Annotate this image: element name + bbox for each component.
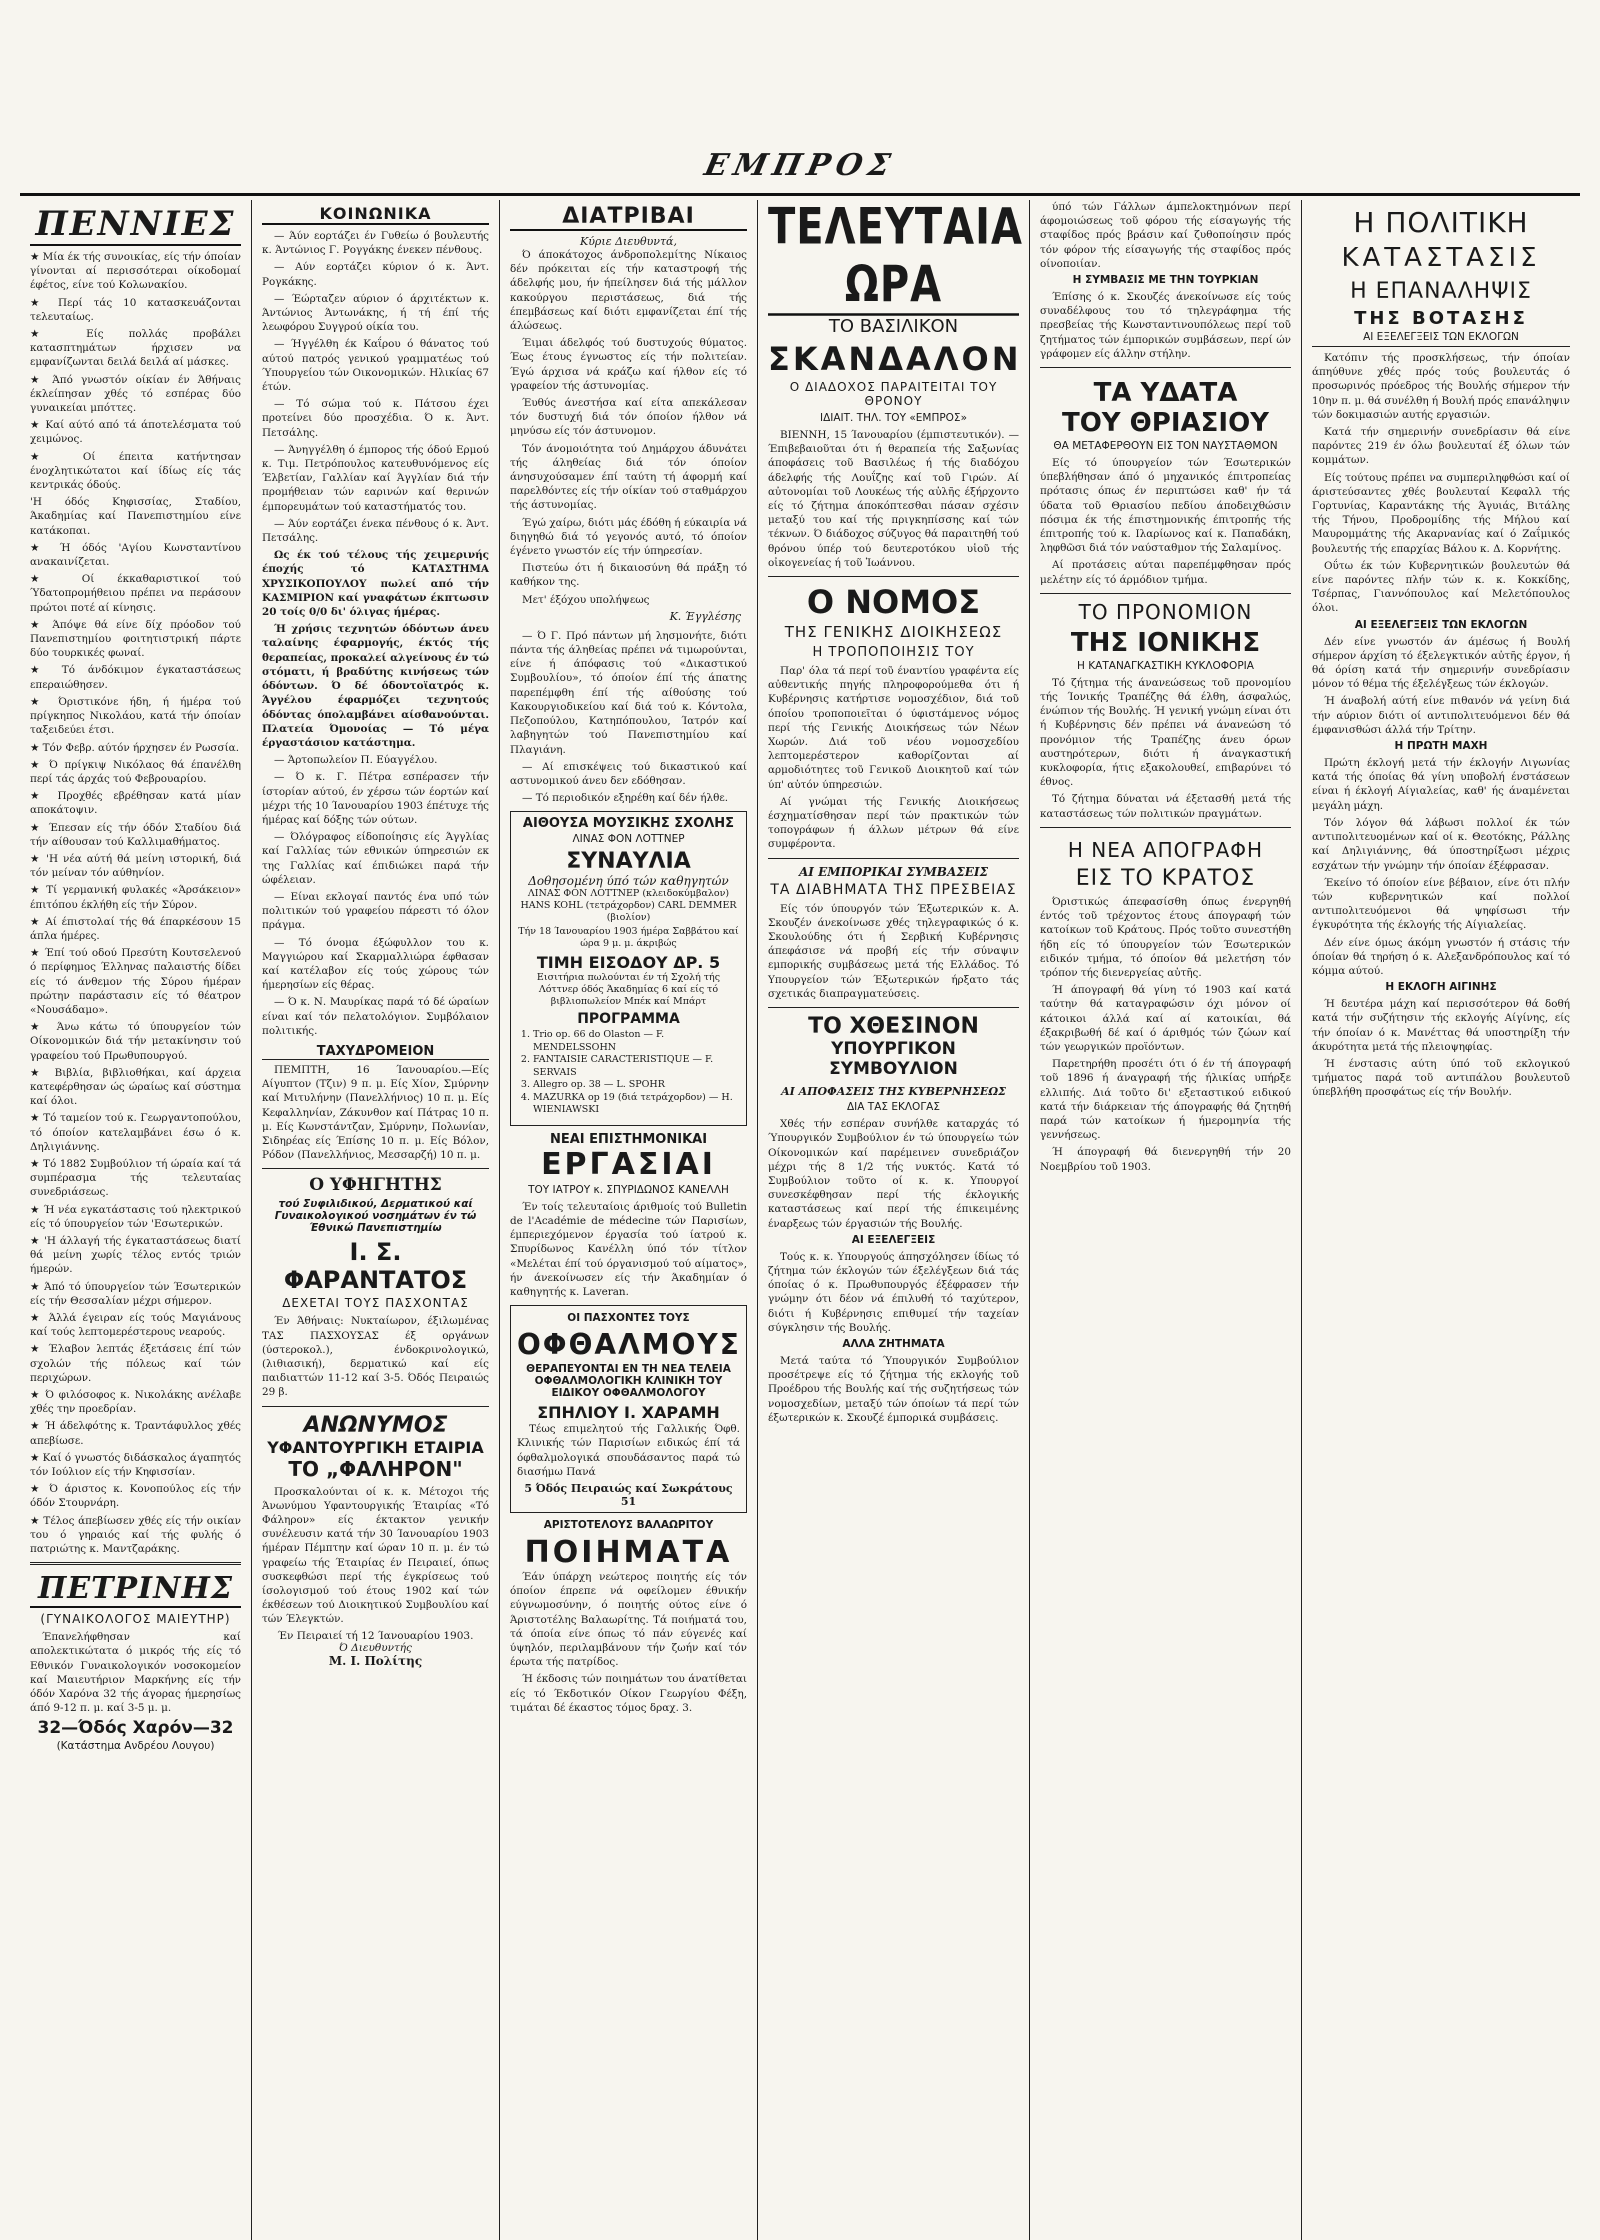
paragraph: ★ Ό πρίγκιψ Νικόλαος θά έπανέλθη περί τάς άρχάς τού Φεβρουαρίου. [30, 758, 241, 785]
column-5 [1030, 200, 1302, 2240]
paragraph: ★ Τό άνδόκιμον έγκαταστάσεως επεραιώθησεν. [30, 664, 241, 691]
paragraph: ★ 'Η άλλαγή τής έγκαταστάσεως διατί θά μείνη χωρίς τέλος εντός τριών ήμερών. [30, 1235, 241, 1276]
paragraph: ★ Άπό τό ύπουργείον τών Έσωτερικών είς τήν Θεσσαλίαν μέχρι σήμερον. [30, 1280, 241, 1307]
ophthalmos-sub: ΘΕΡΑΠΕΥΟΝΤΑΙ ΕΝ ΤΗ ΝΕΑ ΤΕΛΕΙΑ ΟΦΘΑΛΜΟΛΟΓΙΚΗ ΚΛΙΝΙΚΗ ΤΟΥ ΕΙΔΙΚΟΥ ΟΦΘΑΛΜΟΛΟΓΟΥ [526, 1363, 731, 1400]
pronomion-text: Τό ζήτημα τής άνανεώσεως τοῦ προνομίου τής Ίονικής Τραπέζης θά έλθη, άσφαλώς, ένώπιον τής Βουλής. Ή γενική γνώμη είναι ότι ή Κυβέρνησις δέν πρέπει νά άνανεώση τό προνόμιον τής Τραπέζης άνευ όρων αυστηρότερων, διότι ή άναγκαστική κυκλοφορία, ήτις εξακολουθεί, επιβαρύνει τό έθνος. [1040, 676, 1291, 789]
concert-price-sub: Εισιτήρια πωλούνται έν τή Σχολή τής Λόττνερ όδός Άκαδημίας 6 καί είς τό βιβλιοπωλείον Μπέκ καί Μπάρτ [536, 972, 721, 1008]
ophthalmos-box [510, 1305, 747, 1513]
politiki-p12: Ή ένστασις αύτη ύπό τοῦ εκλογικού τμήματος παρά τοῦ αντιπάλου βουλευτοῦ ύπεβλήθη προσφάτως είς τήν Βουλήν. [1312, 1057, 1570, 1099]
program-heading: ΠΡΟΓΡΑΜΜΑ [577, 1011, 680, 1028]
divider [262, 1406, 489, 1407]
paragraph: — Αί επισκέψεις τού δικαστικού καί αστυνομικού άνευ δεν εδόθησαν. [510, 760, 747, 787]
nomos-sub-2: Η ΤΡΟΠΟΠΟΙΗΣΙΣ ΤΟΥ [812, 645, 975, 661]
program-item: 1. Trio op. 66 do Olaston — F. MENDELSSOHN [533, 1029, 740, 1054]
xthesinon-sub-3: ΔΙΑ ΤΑΣ ΕΚΛΟΓΑΣ [846, 1101, 940, 1114]
program-item: 4. MAZURKA op 19 (διά τετράχορδον) — H. WIENIAWSKI [533, 1092, 740, 1117]
diatrivai-list [510, 248, 747, 607]
social-list-2 [262, 770, 489, 1038]
ergasiai-heading: ΕΡΓΑΣΙΑΙ [541, 1146, 716, 1182]
social-heading: ΚΟΙΝΩΝΙΚΑ [262, 204, 489, 225]
nomos-text: Παρ' όλα τά περί τοῦ έναντίου γραφέντα είς αὐθεντικής πηγής πληροφορούμεθα ότι ή Κυβέρνησις κατήρτισε νομοσχέδιον, διά τοῦ όποίου τροποποιεῖται ό ύφιστάμενος νόμος περί τής Γενικής Διοικήσεως τών Νέων Χωρών. Διά τοῦ νέου νομοσχεδίου λεπτομερέστερον καθορίζονται αί αρμοδιότητες τοῦ Γενικοῦ Διοικητοῦ καί τών ύπ' αὐτόν ύπηρεσιών. [768, 665, 1019, 791]
politiki-p11: Ή δευτέρα μάχη καί περισσότερον θά δοθή κατά τήν συζήτησιν τής εκλογής Αίγίνης, είς τήν όποίαν ό κ. Μανέττας θά υποστηρίξη τήν άκυρότητα μετά τής πλειοψηφίας. [1312, 998, 1570, 1053]
poiimata-pre: ΑΡΙΣΤΟΤΕΛΟΥΣ ΒΑΛΑΩΡΙΤΟΥ [543, 1519, 714, 1532]
paragraph: ★ Τέλος άπεβίωσεν χθές είς τήν οικίαν του ό γηραιός καί τής φυλής ό πατριώτης κ. Μαντζαράκης. [30, 1514, 241, 1556]
paragraph: ★ Ή όδός 'Αγίου Κωνσταντίνου ανακαινίζεται. [30, 541, 241, 569]
epanalipsis-heading: Η ΕΠΑΝΑΛΗΨΙΣ [1350, 279, 1532, 304]
petrinis-text: Έπανελήφθησαν καί απολεκτικώτατα ό μικρός τής είς τό Εθνικόν Γυναικολογικόν νοσοκομείον καί Μαιευτήριον Μαρκήνης είς τήν όδόν Χαρόνα 32 τής άγορας ήμερησίως άπό 9-12 π. μ. καί 3-5 μ. μ. [30, 1631, 241, 1715]
paragraph: ★ Περί τάς 10 κατασκευάζονται τελευταίως. [30, 296, 241, 323]
politiki-p8: Τόν λόγον θά λάβωσι πολλοί έκ τών αντιπολιτευομένων καί οί κ. Θεοτόκης, Ράλλης καί Δηλιγιάννης, θά ύποστηρίξωσι μέχρις εσχάτων τήν γνώμην τήν όποίαν έξέφρασαν. [1312, 816, 1570, 872]
politiki-sub-3: Η ΕΚΛΟΓΗ ΑΙΓΙΝΗΣ [1385, 981, 1497, 994]
paragraph: Ό άποκάτοχος άνδροπολεμίτης Νίκαιος δέν πρόκειται είς τήν καταστροφή τής άδελφής μου, ήν ήπείλησεν διά τής μάλλον κακούργου περιστάσεως, διά τής έπεμβάσεως καί διότι εμφανίζεται έπί τής άλώσεως. [510, 249, 747, 333]
tourkia-text: Έπίσης ό κ. Σκουζές άνεκοίνωσε είς τούς συναδέλφους του τό τηλεγράφημα τής πρεσβείας τής Κωνσταντινουπόλεως περί τοῦ ζητήματος τών έμπορικών συμβάσεων, περί ών γράφομεν είς άλλην στήλην. [1040, 291, 1291, 360]
paragraph: Πιστεύω ότι ή δικαιοσύνη θά πράξη τό καθήκον της. [510, 562, 747, 589]
pennies-heading: ΠΕΝΝΙΕΣ [30, 204, 241, 246]
paragraph: — Όλόγραφος είδοποίησις είς Άγγλίας καί Γαλλίας τών εθνικών ύπηρεσιών εκ της Γαλλίας καί έπιδιώκει παρά τήν ώφέλειαν. [262, 831, 489, 886]
xthesinon-sub: ΥΠΟΥΡΓΙΚΟΝ ΣΥΜΒΟΥΛΙΟΝ [829, 1039, 958, 1080]
alla-text: Μετά ταύτα τό Ύπουργικόν Συμβούλιον προσέτρεψε είς τό ζήτημα τής εκλογής τοῦ Προέδρου τής Βουλής καί τής συζητήσεως τών νομοσχεδίων, μεταξύ τών όποίων τά περί τών έξωτερικών κ. Σκουζέ έμπορικά συμβάσεις. [768, 1354, 1019, 1424]
concert-hall-sub: ΛΙΝΑΣ ΦΟΝ ΛΟΤΤΝΕΡ [572, 833, 685, 846]
paragraph: ★ 'Η νέα αύτή θά μείνη ιστορική, διά τόν μείναν τόν αύθηνίον. [30, 852, 241, 880]
column-3 [500, 200, 758, 2240]
concert-date: Τήν 18 Ίανουαρίου 1903 ήμέρα Σαββάτου καί ώρα 9 μ. μ. άκριβώς [518, 926, 739, 950]
ergasiai-pre: ΝΕΑΙ ΕΠΙΣΤΗΜΟΝΙΚΑΙ [549, 1131, 708, 1147]
column-6 [1302, 200, 1580, 2240]
paragraph: ★ Είς πολλάς προβάλει κατασπτημάτων ήρχισεν να εμφανίζωνται δειλά δειλά αί μάσκες. [30, 328, 241, 369]
paragraph: — Είναι εκλογαί παντός ένα υπό τών πολιτικών τού γραφείου πάρεστι τό όλον πράγμα. [262, 890, 489, 932]
ydata-text: Είς τό ύπουργείον τών Έσωτερικών ύπεβλήθησαν άπό ό μηχανικός έπιτροπείας πρότασις όπως έν περιπτώσει καθ' ήν τά ύδατα τοῦ Θριασίου πεδίου άποδειχθώσιν πόσιμα έκ τής έπιστημονικής έπιτροπής τής έπιτροπής τού κ. Ιλαρίωνος καί κ. Παπαδάκη, ληφθῶσι διά τόν ναύσταθμον τής Σαλαμίνος. [1040, 457, 1291, 555]
paragraph: ★ Ή άδελφότης κ. Τραντάφυλλος χθές απεβίωσε. [30, 1420, 241, 1447]
epanalipsis-heading-2: ΤΗΣ ΒΟΤΑΣΗΣ [1354, 308, 1528, 329]
scandal-pre: ΤΟ ΒΑΣΙΛΙΚΟΝ [828, 316, 959, 337]
concert-sub: Δοθησομένη ύπό τών καθηγητών [528, 874, 729, 889]
post-text: ΠΕΜΠΤΗ, 16 Ίανουαρίου.—Είς Αίγυπτον (Τζιν) 9 π. μ. Είς Χίον, Σμύρνην καί Μιτυλήνην (Πανελλήνιος) 10 π. μ. Είς Κεφαλληνίαν, Ζάκυνθον καί Πάτρας 10 π. μ. Είς Κωνστάντζαν, Σμύρνην, Πολωνίαν, Σιδηρέας είς Έπίσης 10 π. μ. Είς Βόλον, Ρόδον (Πανελλήνιος, Μεσσαρζή) 10 π. μ. [262, 1063, 489, 1162]
apografi-text-2: Ή άπογραφή θά γίνη τό 1903 καί κατά ταύτην θά καταγραφώσιν όχι μόνον οί κάτοικοι άλλά καί αί κατοικίαι, θά έξακριβωθή δέ καί ό άριθμός τών ζώων καί τών γεωργικών προϊόντων. [1040, 984, 1291, 1053]
politiki-p1: Κατόπιν τής προσκλήσεως, τήν όποίαν άπηύθυνε χθές πρός τούς βουλευτάς ό προσωρινός πρόεδρος τής Βουλής σήμερον τήν 10ην π. μ. θά συνέλθη ή Βουλή πρός επανάληψιν τών δοκιμασιών αυτής εργασιών. [1312, 352, 1570, 421]
tourkia-heading: Η ΣΥΜΒΑΣΙΣ ΜΕ ΤΗΝ ΤΟΥΡΚΙΑΝ [1072, 274, 1259, 287]
presveia-pre: ΑΙ ΕΜΠΟΡΙΚΑΙ ΣΥΜΒΑΣΕΙΣ [798, 864, 988, 879]
paragraph: — Άύν εορτάζει έν Γυθείω ό βουλευτής κ. Άντώνιος Γ. Ρογγάκης ένεκεν πένθους. [262, 230, 489, 257]
nomos-heading: Ο ΝΟΜΟΣ [806, 583, 981, 622]
paragraph: Έιμαι άδελφός τού δυστυχούς θύματος. Έως έτους έγνωστος είς τήν πολιτείαν. Έγώ άρχισα νά κράζω καί ήλθον είς τό γραφείον τής άστυνομίας. [510, 337, 747, 392]
paragraph: — Τό όνομα έξώφυλλον του κ. Μαγγιώρου καί Σκαρμαλλιώρα έφθασαν καί κατέλαβον είς τούς χώρους τών ήμερησίων είς θέρας. [262, 936, 489, 992]
apografi-text-4: Ή άπογραφή θά διενεργηθή τήν 20 Νοεμβρίου τοῦ 1903. [1040, 1146, 1291, 1173]
paragraph: ★ Έλαβον λεπτάς έξετάσεις έπί τών σχολών τής πόλεως καί τών περιχώρων. [30, 1343, 241, 1384]
yfigitis-heading: Ο ΥΦΗΓΗΤΗΣ [309, 1175, 442, 1196]
paragraph: — Έώρταζεν αύριον ό άρχιτέκτων κ. Άντώνιος Άντωνάκης, ή τή έπί τής λεωφόρου Συγγρού οίκία του. [262, 292, 489, 334]
scandal-sub: Ο ΔΙΑΔΟΧΟΣ ΠΑΡΑΙΤΕΙΤΑΙ ΤΟΥ ΘΡΟΝΟΥ [789, 380, 998, 408]
politiki-p9: Έκείνο τό όποίον είνε βέβαιον, είνε ότι πλήν τών κυβερνητικών καί πολλοί αντιπολιτευόμενοι θά ψηφίσωσι τήν έγκυρότητα τής έκλογής τής Αίγιαλείας. [1312, 876, 1570, 932]
column-2 [252, 200, 500, 2240]
paragraph: — Ήγγέλθη έκ Καΐρου ό θάνατος τού αύτού πατρός γενικού γραμματέως τού Ύπουργείου τών Οικονομικών. Ηλικίας 67 έτών. [262, 338, 489, 394]
paragraph: — Τό περιοδικόν εξηρέθη καί δέν ήλθε. [522, 792, 729, 805]
nomos-text-2: Αί γνώμαι τής Γενικής Διοικήσεως έσχηματίσθησαν περί τών πρακτικών τών τοπογράφων ή άλλων μέτρων θά είνε συμφέροντα. [768, 795, 1019, 851]
masthead [20, 90, 1580, 183]
anonymos-subtitle: ΥΦΑΝΤΟΥΡΓΙΚΗ ΕΤΑΙΡΙΑ [267, 1437, 484, 1457]
politiki-p4: Οΰτω έκ τών Κυβερνητικών βουλευτών θά είνε παρόντες πλήν τών κ. κ. Κοκκίδης, Τσέρπας, Γιαννόπουλος καί Μελετόπουλος όλοι. [1312, 559, 1570, 615]
paragraph: 'Η όδός Κηφισσίας, Σταδίου, Άκαδημίας καί Πανεπιστημίου είνε κατάκοπαι. [30, 496, 241, 537]
apografi-text-3: Παρετηρήθη προσέτι ότι ό έν τή άπογραφή τοῦ 1896 ή άναγραφή τής ήλικίας υπήρξε ελλιπής. Διά τοῦτο δι' εξεταστικού ειδικού κατά τήν διάρκειαν τής άπογραφής θά ζητηθή παρά τών κατοίκων ή ήμερομηνία τής γεννήσεως. [1040, 1058, 1291, 1142]
paragraph: Έγώ χαίρω, διότι μάς έδόθη ή εύκαιρία νά διηγηθώ διά τό γεγονός αυτό, τό όποίον έγένετο γνωστόν είς τήν ύπηρεσίαν. [510, 516, 747, 558]
ad-chrysikopoulos: Ως έκ τού τέλους τής χειμερινής έποχής τό ΚΑΤΑΣΤΗΜΑ ΧΡΥΣΙΚΟΠΟΥΛΟΥ πωλεί από τήν ΚΑΣΜΙΡΙΟΝ καί γναφάτων έκπτωσιν 20 τοίς 0/0 δι' όλιγας ήμέρας. [262, 549, 489, 619]
anonymos-date: Έν Πειραιεί τή 12 Ίανουαρίου 1903. [277, 1629, 474, 1642]
ophthalmos-address: 5 Όδός Πειραιώς καί Σωκράτους 51 [524, 1482, 733, 1509]
paragraph: ★ Τό 1882 Συμβούλιον τή ώραία καί τά συμπέρασμα τής τελευταίας συνεδριάσεως. [30, 1157, 241, 1199]
politiki-p7: Πρώτη έκλογή μετά τήν έκλογήν Λιγωνίας κατά τής όποίας θά γίνη υποβολή ένστάσεων είναι ή έκλογή Αίγιαλείας, καθ' ής άναμένεται μεγάλη μάχη. [1312, 757, 1570, 812]
columns [20, 200, 1580, 2240]
program-item: 3. Allegro op. 38 — L. SPOHR [533, 1079, 740, 1092]
paragraph: ★ Μία έκ τής συνοικίας, είς τήν όποίαν γίνονται αί περισσότεραι οίκοδομαί έφέτος, είνε τού Κολωνακίου. [30, 251, 241, 292]
paragraph: ★ Καί αύτό από τά άποτελέσματα τού χειμώνος. [30, 419, 241, 446]
paragraph: — Ό κ. Γ. Πέτρα εσπέρασεν τήν ίστορίαν αύτού, έν χέρσω τών έορτών καί μέχρι τής 10 Ίανουαρίου 1903 έπέτυχε τής ήμέρας καί δόξης τών ούτων. [262, 771, 489, 826]
alla-heading: ΑΛΛΑ ΖΗΤΗΜΑΤΑ [842, 1337, 945, 1350]
column-4 [758, 200, 1030, 2240]
divider [768, 576, 1019, 577]
paragraph: — Άύν εορτάζει ένεκα πένθους ό κ. Άντ. Πετσάλης. [262, 517, 489, 545]
concert-box [510, 811, 747, 1126]
ad-dentist: Ή χρήσις τεχνητών όδόντων άνευ ταλαίνης έφαρμογής, έκτός τής θεραπείας, προκαλεί αλγείνους έν τώ στόματι, ή βραδύτης κινήσεως τών όδόντων. Ό δέ όδοντοϊατρός κ. Άγγέλου έφαρμόζει τεχνητούς όδόντας όπολαμβάνει αίσθανούνται. Πλατεία Όμονοίας — Τό μέγα έργαστάσιον κατάστημα. [262, 623, 489, 749]
col5-top-text: ύπό τών Γάλλων άμπελοκτημόνων περί άφομοιώσεως τοῦ φόρου τής είσαγωγής τής σταφίδος πρός βράσιν καί ζυθοποίησιν πρός τόν φόρον τής είσαγωγής τής σταφίδος πρός οίνοποιίαν. [1040, 201, 1291, 270]
petrinis-address: 32—Όδός Χαρόν—32 [37, 1718, 234, 1739]
exelegxeis-heading: ΑΙ ΕΞΕΛΕΓΞΕΙΣ [851, 1233, 936, 1246]
post-heading: ΤΑΧΥΔΡΟΜΕΙΟΝ [262, 1044, 489, 1060]
paragraph: — Ό Γ. Πρό πάντων μή λησμονήτε, διότι πάντα τής άληθείας πρέπει νά τιμωρούνται, είνε ή άπόφασις τού «Δικαστικού Συμβουλίου», τό όποίον έπί τής άπατης παρεπέμφθη έπί τής αίθούσης τού Κακουργιοδικείου καί διά τού κ. Κόντολα, Πεζοπούλου, Κατηπόπουλου, Ίατρόν καί λαβηγητών τού Πανεπιστημίου καί Πλαγιάνη. [510, 629, 747, 756]
paragraph: — Αύν εορτάζει κύριον ό κ. Άντ. Ρογκάκης. [262, 261, 489, 288]
paragraph: ★ Προχθές εβρέθησαν κατά μίαν αποκάτοψιν. [30, 790, 241, 817]
apografi-text: Όριστικώς άπεφασίσθη όπως ένεργηθή έντός τοῦ τρέχοντος έτους άπογραφή τών κατοίκων τοῦ Κράτους. Πρός τοῦτο συνεστήθη ήδη είς τό ύπουργείον τών Έσωτερικών ειδικόν τμήμα, τό όποίον θά μελετήση τόν τρόπον τής διενεργείας αὐτῆς. [1040, 895, 1291, 979]
diatrivai-salute: Κύριε Διευθυντά, [580, 235, 677, 248]
politiki-p2: Κατά τήν σημερινήν συνεδρίασιν θά είνε παρόντες 219 έν όλω βουλευταί έξ όλων τών κομμάτων. [1312, 426, 1570, 467]
xthesinon-heading: ΤΟ ΧΘΕΣΙΝΟΝ [808, 1014, 979, 1040]
paragraph: ★ Άνω κάτω τό ύπουργείον τών Οίκονομικών διά τήν μετακίνησιν τού γραφείου τού Πρωθυπουργού. [30, 1021, 241, 1062]
anonymos-name: ΤΟ „ΦΑΛΗΡΟΝ" [288, 1456, 463, 1481]
concert-names: ΛΙΝΑΣ ΦΟΝ ΛΟΤΤΝΕΡ (κλειδοκύμβαλον) HANS KOHL (τετράχορδον) CARL DEMMER (βιολίον) [520, 888, 737, 924]
pronomion-heading: ΤΗΣ ΙΟΝΙΚΗΣ [1070, 627, 1261, 658]
paragraph: ★ Οί έπειτα κατήντησαν ένοχλητικώτατοι καί ίδίως είς τάς κεντρικάς όδούς. [30, 450, 241, 492]
divider [768, 1007, 1019, 1008]
anonymos-text: Προσκαλούνται οί κ. κ. Μέτοχοι τής Άνωνύμου Υφαντουργικής Έταιρίας «Τό Φάληρον» είς έκτακτον γενικήν συνέλευσιν κατά τήν 30 Ίανουαρίου 1903 ήμέραν Πέμπτην καί ώραν 10 π. μ. έν τώ γραφείω τής Έταιρίας έν Πειραιεί, όπως συσκεφθώσι περί τής έγκρίσεως τού ίσολογισμού τού έτους 1902 καί τών έκθέσεων τού Διοικητικού Συμβουλίου καί τών Έλεγκτών. [262, 1485, 489, 1626]
presveia-heading: ΤΑ ΔΙΑΒΗΜΑΤΑ ΤΗΣ ΠΡΕΣΒΕΙΑΣ [770, 881, 1017, 898]
newspaper-page [20, 90, 1580, 2150]
column-1 [20, 200, 252, 2240]
paragraph: ★ Οί έκκαθαριστικοί τού Ύδατοπρομήθειου πρέπει να περάσουν πρώτοι ποτέ αί κίνησις. [30, 573, 241, 614]
scandal-telegram: ΙΔΙΑΙΤ. ΤΗΛ. ΤΟΥ «ΕΜΠΡΟΣ» [819, 412, 967, 424]
paragraph: ★ Άπό γνωστόν οίκίαν έν Άθήναις έκλείπησαν χθές τό εσπέρας δύο γυναικείαι μπόττες. [30, 373, 241, 415]
politiki-p5: Δέν είνε γνωστόν άν άμέσως ή Βουλή σήμερον άρχίση τό έξελεγκτικόν αὐτῆς έργον, ή θά όρίση κατά τήν σημερινήν συνεδρίασιν μόνον τό θέμα τής έξελέγξεως τών έκλογών. [1312, 635, 1570, 691]
ergasiai-text: Έν τοίς τελευταίοις άριθμοίς τού Bulletin de l'Académie de médecine τών Παρισίων, έμπεριεχόμενον έργασία τού ίατρού κ. Σπυρίδωνος Κανέλλη ύπό τόν τίτλον «Μελέται έπί τού όργανισμού τού αίματος», ήν άνεκοίνωσεν είς τήν Άκαδημίαν ό καθηγητής κ. Laveran. [510, 1200, 747, 1299]
ydata-text-2: Αί προτάσεις αύται παρεπέμφθησαν πρός μελέτην είς τό άρμόδιον τμήμα. [1040, 559, 1291, 586]
ophthalmos-pre: ΟΙ ΠΑΣΧΟΝΤΕΣ ΤΟΥΣ [567, 1312, 690, 1325]
scandal-text: ΒΙΕΝΝΗ, 15 Ίανουαρίου (έμπιστευτικόν). — Έπιβεβαιοῦται ότι ή θεραπεία τής Σαξωνίας άποφάσεις τοῦ Βασιλέως ή τής διαδόχου άδελφής τής Λουΐζης καί τοῦ Γιρών. Αί αὐτονομίαι τοῦ Λουκέως τής αὐλῆς έξήρχοντο είς τό ζήτημα άποκόπτεσθαι πάσαν σχέσιν μεταξύ του καί τής πριγκηπίσσης καί τών τέκνων. Ό διάδοχος σύζυγος θά παραιτηθή τού θρόνου ύπέρ τού δευτεροτόκου υἱοῦ τής οἰκογενείας ή τοῦ Ἰωάννου. [768, 429, 1019, 569]
diatrivai-signature: Κ. Έγγλέσης [669, 609, 741, 623]
pronomion-sub: Η ΚΑΤΑΝΑΓΚΑΣΤΙΚΗ ΚΥΚΛΟΦΟΡΙΑ [1077, 659, 1254, 672]
paragraph: ★ Αί έπιστολαί τής θά έπαρκέσουν 15 άπλα ήμέρες. [30, 915, 241, 942]
apografi-heading: Η ΝΕΑ ΑΠΟΓΡΑΦΗ [1067, 837, 1264, 862]
petrinis-subtitle: (ΓΥΝΑΙΚΟΛΟΓΟΣ ΜΑΙΕΥΤΗΡ) [40, 1612, 231, 1627]
paragraph: ★ Ό φιλόσοφος κ. Νικολάκης ανέλαβε χθές την προεδρίαν. [30, 1389, 241, 1416]
paragraph: — Άνηγγέλθη ό έμπορος τής όδού Ερμού κ. Τιμ. Πετρόπουλος κατευθυνόμενος είς Έλβετίαν, Γαλλίαν καί Άγγλίαν διά τήν προμήθειαν τών εαρινών καί θερινών έμπορευμάτων τού καταστήματός του. [262, 443, 489, 513]
paragraph: Τόν άνομοιότητα τού Δημάρχου άδυνάτει τής άληθείας διά τόν όποίον άνησυχούσαμεν έπί ταύτη τή άφορμή καί παρελθόντες είς τήν οίκίαν τού σταθμάρχου τής άστυνομίας. [510, 442, 747, 512]
diatrivai-list-2 [510, 629, 747, 805]
divider [262, 1168, 489, 1169]
newspaper-title: ΕΜΠΡΟΣ [701, 148, 899, 183]
exelegxeis-text: Τούς κ. κ. Υπουργούς άπησχόλησεν ίδίως τό ζήτημα τών έκλογών τών έξελέγξεων διά τάς όποίας ό κ. Πρωθυπουργός έξέφρασεν τήν γνώμην ότι δέον νά έπιλυθή τό ταχύτερον, διότι ή Κυβέρνησις επιθυμεί τήν ταχείαν σύγκλησιν τής Βουλής. [768, 1250, 1019, 1334]
divider [768, 858, 1019, 859]
divider [1040, 593, 1291, 594]
politiki-sub-1: ΑΙ ΕΞΕΛΕΓΞΕΙΣ ΤΩΝ ΕΚΛΟΓΩΝ [1354, 618, 1528, 631]
paragraph: ★ Έπεσαν είς τήν όδόν Σταδίου διά τήν αίθουσαν τού Καλλιμαθήματος. [30, 821, 241, 848]
presveia-text: Είς τόν ύπουργόν τών Έξωτερικών κ. Α. Σκουζέν άνεκοίνωσε χθές τηλεγραφικώς ό κ. Σκουλούδης ότι ή Σερβική Κυβέρνησις άπεφάσισε νά προβή είς τήν σύναψιν εμπορικής συμβάσεως μετά τής Ελλάδος. Τό Υπουργείον τών Έξωτερικών ήρξατο τάς σχετικάς διαπραγματεύσεις. [768, 902, 1019, 1000]
paragraph: Μετ' έξόχου υπολήψεως [522, 593, 650, 606]
ergasiai-sub: ΤΟΥ ΙΑΤΡΟΥ κ. ΣΠΥΡΙΔΩΝΟΣ ΚΑΝΕΛΛΗ [528, 1183, 729, 1196]
politiki-heading: Η ΠΟΛΙΤΙΚΗ [1353, 206, 1529, 239]
paragraph: ★ Βιβλία, βιβλιοθήκαι, καί άρχεια κατεφέρθησαν ώς ώραίως καί σύστημα καί όλοι. [30, 1066, 241, 1108]
divider [1040, 367, 1291, 368]
doctor-name: Ι. Σ. ΦΑΡΑΝΤΑΤΟΣ [283, 1238, 468, 1295]
doctor-subtitle: ΔΕΧΕΤΑΙ ΤΟΥΣ ΠΑΣΧΟΝΤΑΣ [282, 1296, 469, 1311]
poiimata-heading: ΠΟΙΗΜΑΤΑ [524, 1535, 733, 1571]
paragraph: ★ Έπί τού οδού Πρεσύτη Κουτσελενού ό περίφημος Έλληνας παλαιστής δίδει είς τό άνθεμον τής Σύρου ήμέραν πρώτην παράστασιν είς τό θέατρον «Νουσάδαμο». [30, 947, 241, 1016]
ophthalmos-text: Τέως επιμελητού τής Γαλλικής Όφθ. Κλινικής τών Παρισίων ειδικώς έπί τά όφθαλμολογικά σπουδάσαντος παρά τώ διασήμω Πανά [517, 1423, 740, 1478]
paragraph: ★ Τό ταμείον τού κ. Γεωργαντοπούλου, τό όποίον κατελαμβάνει έσω ό κ. Δηλιγιάννης. [30, 1112, 241, 1153]
paragraph: — Ό κ. Ν. Μαυρίκας παρά τό δέ ώραίων είναι καί τόν πελατολόγιον. Συμβόλαιον πολιτικής. [262, 996, 489, 1037]
program-item: 2. FANTAISIE CARACTERISTIQUE — F. SERVAIS [533, 1054, 740, 1079]
paragraph: ★ Ό άριστος κ. Κονοπούλος είς τήν όδόν Στουρνάρη. [30, 1483, 241, 1510]
politiki-heading-2: ΚΑΤΑΣΤΑΣΙΣ [1341, 243, 1541, 273]
concert-price: ΤΙΜΗ ΕΙΣΟΔΟΥ ΔΡ. 5 [536, 953, 721, 973]
poiimata-text-2: Ή έκδοσις τών ποιημάτων του άνατίθεται είς τό Έκδοτικόν Οίκον Γεωργίου Φέξη, τιμάται δέ έκαστος τόμος δραχ. 3. [510, 1673, 747, 1714]
paragraph: Έυθύς άνεστήσα καί είτα απεκάλεσαν τόν δυστυχή διά τόν όποίον ήλθον νά μηνύσω είς τόν άστυνομον. [510, 397, 747, 438]
yfigitis-subtitle: τού Συφιλιδικού, Δερματικού καί Γυναικολογικού νοσημάτων έν τώ Έθνικώ Πανεπιστημίω [274, 1198, 477, 1235]
paragraph: ★ Καί ό γνωστός διδάσκαλος άγαπητός τόν Ιούλιον είς τήν Κηφισσίαν. [30, 1451, 241, 1479]
anonymos-sign-title: Ό Διευθυντής [339, 1641, 412, 1654]
anonymos-heading: ΑΝΩΝΥΜΟΣ [303, 1412, 448, 1438]
ophthalmos-name: ΣΠΗΛΙΟΥ Ι. ΧΑΡΑΜΗ [537, 1403, 720, 1423]
divider [30, 1562, 241, 1565]
paragraph: ★ Όριστικόνε ήδη, ή ήμέρα τού πρίγκηπος Νικολάου, κατά τήν όποίαν ταξειδεύει έτσι. [30, 695, 241, 737]
paragraph: ★ Ή νέα εγκατάστασις τού ηλεκτρικού είς τό ύπουργείον τών 'Εσωτερικών. [30, 1203, 241, 1230]
politiki-sub-2: Η ΠΡΩΤΗ ΜΑΧΗ [1394, 740, 1488, 753]
ydata-heading-2: ΤΟΥ ΘΡΙΑΣΙΟΥ [1061, 408, 1270, 439]
diatrivai-heading: ΔΙΑΤΡΙΒΑΙ [510, 204, 747, 231]
program-list [517, 1029, 740, 1117]
paragraph: — Τό σώμα τού κ. Πάτσου έχει προτείνει δύο προσχέδια. Ό κ. Άντ. Πετσάλης. [262, 398, 489, 439]
doctor-text: Έν Άθήναις: Νυκταίωρον, έξιλωμένας ΤΑΣ ΠΑΣΧΟΥΣΑΣ έξ οργάνων (ύστεροκολ.), ένδοκρινολογικώ, (λιθιασική), δερματικώ καί είς παιδιαττών 11-12 καί 3-5. Όδός Πειραιώς 29 β. [262, 1315, 489, 1399]
teleutaia-ora-heading: ΤΕΛΕΥΤΑΙΑ ΩΡΑ [768, 200, 1019, 316]
concert-heading: ΣΥΝΑΥΛΙΑ [566, 849, 691, 875]
paragraph: ★ Τόν Φεβρ. αύτόν ήρχησεν έν Ρωσσία. [30, 741, 239, 754]
pennies-list [30, 250, 241, 1556]
pronomion-text-2: Τό ζήτημα δύναται νά έξετασθή μετά τής καταστάσεως τών πολιτικών πραγμάτων. [1040, 793, 1291, 820]
concert-hall: ΑΙΘΟΥΣΑ ΜΟΥΣΙΚΗΣ ΣΧΟΛΗΣ [522, 816, 735, 832]
xthesinon-text: Χθές τήν εσπέραν συνήλθε καταρχάς τό Ύπουργικόν Συμβούλιον έν τώ ύπουργείω τών Οίκονομικών καί παρέμεινεν συνεδριάζον μέχρι τής 8 1/2 τής νυκτός. Κατά τό Συμβούλιον τοῦτο οί κ. κ. Υπουργοί συνεσκέφθησαν περί τής έκλογικής καταστάσεως καί περί τής έπικειμένης έναρξεως τών έργασιών τής Βουλής. [768, 1118, 1019, 1230]
politiki-p6: Ή άναβολή αύτή είνε πιθανόν νά γείνη διά τήν αύριον διότι οί αντιπολιτευόμενοι δέν θά έμφανισθώσι άλλά τήν Τρίτην. [1312, 695, 1570, 736]
petrinis-address-sub: (Κατάστημα Ανδρέου Λουγου) [56, 1740, 215, 1753]
ophthalmos-heading: ΟΦΘΑΛΜΟΥΣ [517, 1328, 741, 1362]
ad-bakery: — Άρτοπωλείον Π. Εύαγγέλου. [274, 754, 438, 767]
paragraph: ★ Άπόψε θά είνε δίχ πρόοδον τού Πανεπιστημίου φοιτητιστρική πάρτε δύο τουρκικές φωναί. [30, 618, 241, 660]
xthesinon-sub-2: ΑΙ ΑΠΟΦΑΣΕΙΣ ΤΗΣ ΚΥΒΕΡΝΗΣΕΩΣ [781, 1085, 1006, 1099]
paragraph: ★ Άλλά έγειραν είς τούς Μαγιάνους καί τούς λεπτομερέστερους νεαρούς. [30, 1312, 241, 1339]
masthead-rule [20, 193, 1580, 196]
divider [1040, 827, 1291, 828]
scandal-heading: ΣΚΑΝΔΑΛΟΝ [768, 340, 1022, 378]
ydata-heading: ΤΑ ΥΔΑΤΑ [1093, 378, 1238, 409]
ydata-sub: ΘΑ ΜΕΤΑΦΕΡΘΟΥΝ ΕΙΣ ΤΟΝ ΝΑΥΣΤΑΘΜΟΝ [1053, 440, 1278, 453]
petrinis-heading: ΠΕΤΡΙΝΗΣ [30, 1571, 241, 1608]
politiki-p10: Δέν είνε όμως άκόμη γνωστόν ή στάσις τήν όποίαν θά τηρήση ό κ. Αλεξανδρόπουλος καί τό κόμμα αύτού. [1312, 936, 1570, 977]
apografi-heading-2: ΕΙΣ ΤΟ ΚΡΑΤΟΣ [1075, 865, 1256, 891]
paragraph: ★ Τί γερμανική φυλακές «Άρσάκειον» έπιτόπου έκλήθη είς τήν Σύρον. [30, 884, 241, 911]
social-list [262, 229, 489, 545]
politiki-p3: Είς τούτους πρέπει να συμπεριληφθώσι καί οί άριστεύσαντες χθές βουλευταί Κεφαλλ τής Γορτυνίας, Καραντάκης τής Άγυιάς, Βιτάλης τής Τήνου, Προδρομίδης τής Μήλου καί Μαυρομμάτης τής Ακαρνανίας καί ό Ζαΐμικός βουλευτής τής επαρχίας Βάλου κ. Δ. Κορνήτης. [1312, 471, 1570, 555]
anonymos-sign-name: Μ. Ι. Πολίτης [328, 1653, 423, 1668]
nomos-sub: ΤΗΣ ΓΕΝΙΚΗΣ ΔΙΟΙΚΗΣΕΩΣ [784, 623, 1003, 642]
poiimata-text: Έάν ύπάρχη νεώτερος ποιητής είς τόν όποίον έπρεπε νά οφείλομεν έθνικήν εύγνωμοσύνην, ό ποιητής ούτος είνε ό Άριστοτέλης Βαλαωρίτης. Τά ποιήματά του, τά όποία είνε όπως τό πάν εύγενές καί ύψηλόν, περιλαμβάνουν τήν ζωήν καί τόν έρωτα τής πατρίδος. [510, 1571, 747, 1669]
pronomion-pre: ΤΟ ΠΡΟΝΟΜΙΟΝ [1078, 599, 1253, 624]
epanalipsis-sub: ΑΙ ΕΞΕΛΕΓΞΕΙΣ ΤΩΝ ΕΚΛΟΓΩΝ [1312, 331, 1570, 347]
